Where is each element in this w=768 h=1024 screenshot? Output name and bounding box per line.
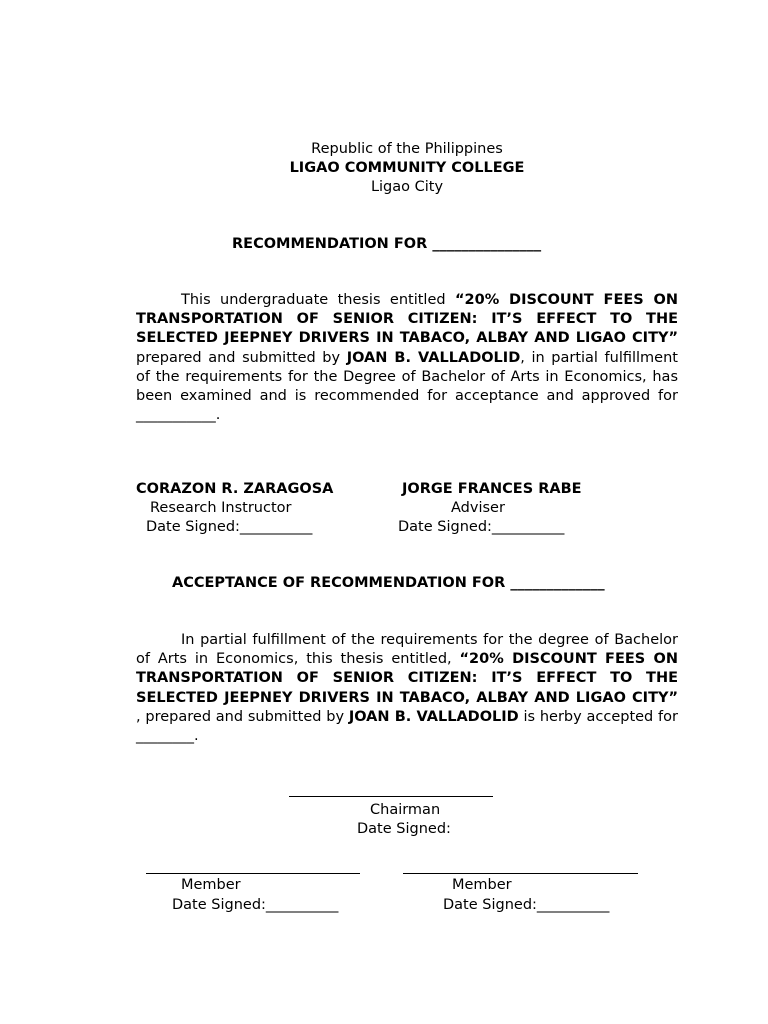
acceptance-heading-blank: _____________	[510, 575, 605, 591]
date-signed-blank: __________	[265, 897, 339, 913]
approved-for-blank: ___________	[136, 407, 216, 424]
chairman-role: Chairman	[370, 802, 441, 818]
date-signed-blank: __________	[536, 897, 610, 913]
period: .	[215, 407, 221, 424]
recommendation-intro: This undergraduate thesis entitled	[181, 292, 455, 308]
signatory-date	[398, 519, 564, 535]
school-name: LIGAO COMMUNITY COLLEGE	[289, 160, 525, 176]
country-line: Republic of the Philippines	[311, 141, 503, 157]
acceptance-intro: In partial fulfillment of the requirements for the degree of Bachelor of Arts in Economics, this thesis entitled,	[136, 632, 678, 668]
date-signed-blank: __________	[491, 519, 565, 535]
date-signed-blank: __________	[239, 519, 313, 535]
member-role: Member	[452, 877, 512, 893]
author-name: JOAN B. VALLADOLID	[346, 349, 521, 366]
recommendation-heading	[232, 236, 541, 252]
period: .	[194, 728, 199, 745]
chairman-signature-line	[289, 796, 493, 797]
chairman-date-label: Date Signed:	[357, 821, 451, 837]
signatory-role: Adviser	[451, 500, 505, 516]
date-signed-label: Date Signed:	[146, 519, 240, 535]
acceptance-mid: , prepared and submitted by	[136, 708, 349, 725]
member-role: Member	[181, 877, 241, 893]
recommendation-rest: , in partial fulfillment of the requirements for the Degree of Bachelor of Arts in Economics, has been examined and is recommended for acceptance and approved for	[136, 349, 678, 405]
recommendation-heading-blank: _______________	[432, 236, 542, 252]
thesis-title: “20% DISCOUNT FEES ON TRANSPORTATION OF SENIOR CITIZEN: IT’S EFFECT TO THE SELECTED JEEPNEY DRIVERS IN TABACO, ALBAY AND LIGAO CITY”	[136, 651, 678, 706]
member-signature-line	[146, 873, 360, 874]
member-date	[172, 897, 338, 913]
member-date	[443, 897, 609, 913]
acceptance-paragraph	[136, 631, 678, 746]
acceptance-rest: is herby accepted for	[518, 708, 678, 725]
recommendation-mid: prepared and submitted by	[136, 349, 347, 366]
member-signature-line	[403, 873, 638, 874]
thesis-title: “20% DISCOUNT FEES ON TRANSPORTATION OF SENIOR CITIZEN: IT’S EFFECT TO THE SELECTED JEEPNEY DRIVERS IN TABACO, ALBAY AND LIGAO CITY”	[136, 292, 678, 347]
city-line: Ligao City	[370, 179, 444, 195]
signatory-role: Research Instructor	[150, 500, 292, 516]
signatory-name: CORAZON R. ZARAGOSA	[136, 481, 334, 497]
signatory-name: JORGE FRANCES RABE	[402, 481, 582, 497]
recommendation-heading-text: RECOMMENDATION FOR	[232, 236, 428, 252]
acceptance-heading	[172, 575, 605, 591]
date-signed-label: Date Signed:	[172, 897, 266, 913]
signatory-date	[146, 519, 312, 535]
acceptance-heading-text: ACCEPTANCE OF RECOMMENDATION FOR	[172, 575, 506, 591]
date-signed-label: Date Signed:	[398, 519, 492, 535]
date-signed-label: Date Signed:	[443, 897, 537, 913]
recommendation-paragraph	[136, 291, 678, 425]
author-name: JOAN B. VALLADOLID	[348, 708, 519, 725]
accepted-for-blank: ________	[136, 728, 194, 745]
